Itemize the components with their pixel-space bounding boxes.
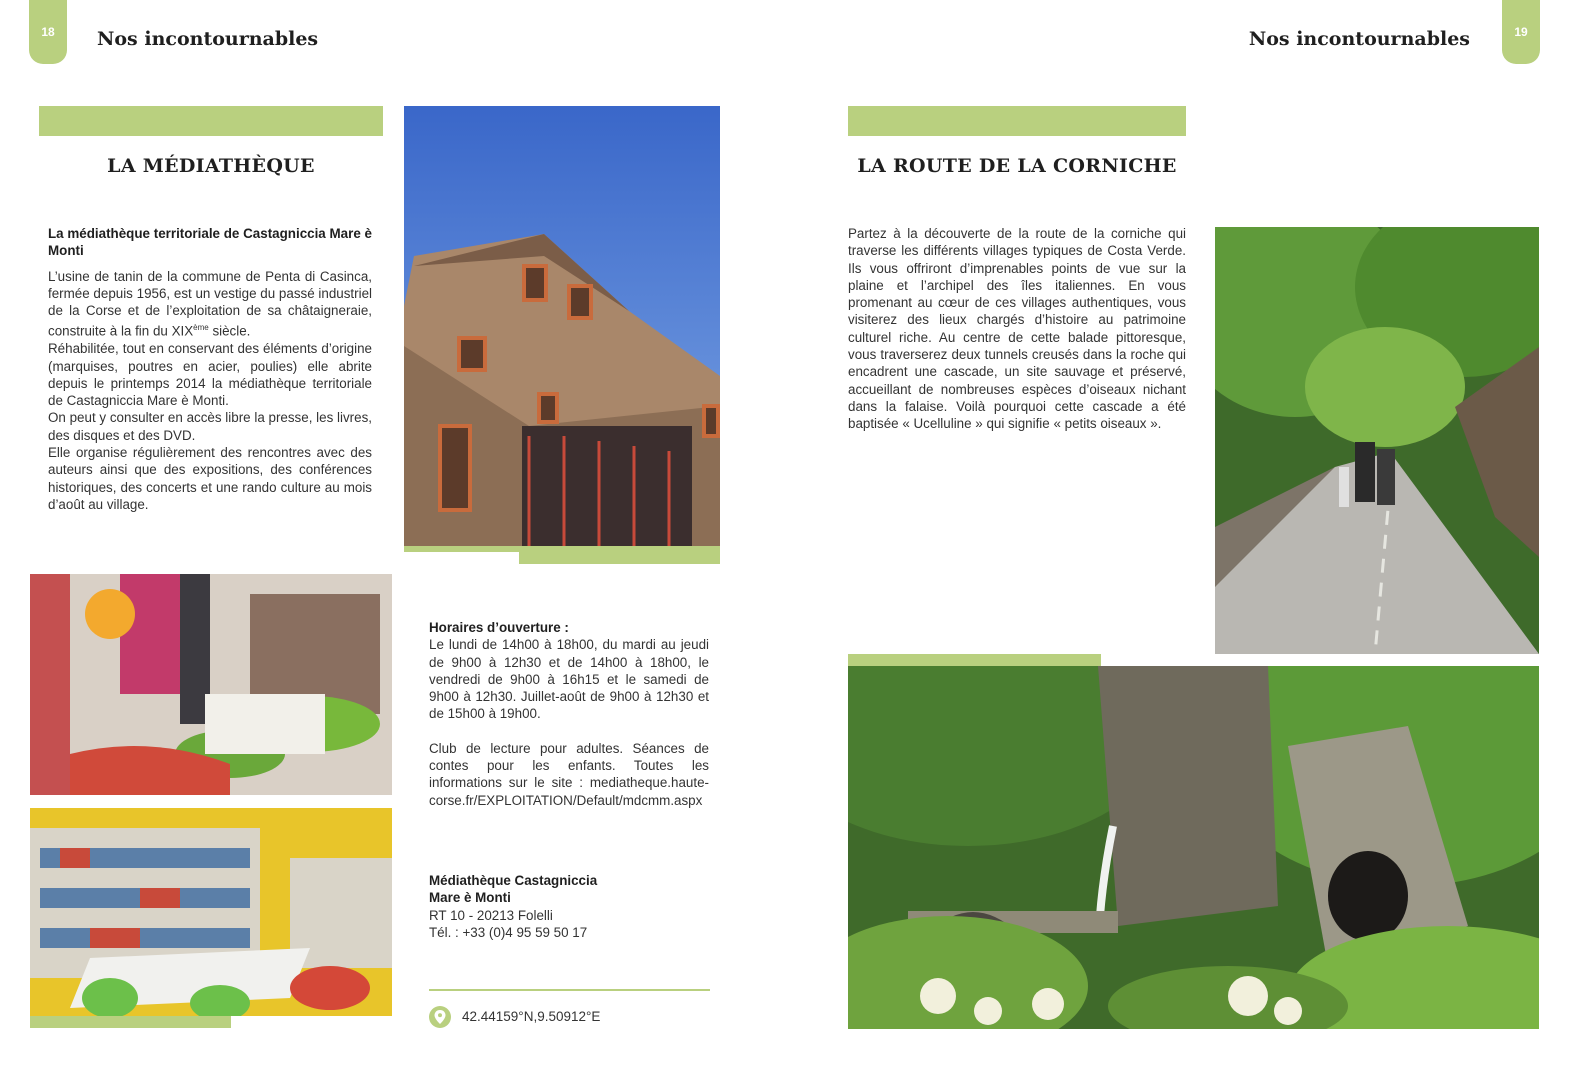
- opening-hours-text: Le lundi de 14h00 à 18h00, du mardi au jeudi de 9h00 à 12h30 et de 14h00 à 18h00, le vendredi de 9h00 à 16h15 et le samedi de 9h00 à 12h30. Juillet-août de 9h00 à 12h30 et de 15h00 à 19h00.: [429, 637, 709, 722]
- photo-accent-bar-building: [519, 552, 720, 564]
- running-head-left: Nos incontournables: [97, 28, 319, 50]
- mediatheque-building-photo: [404, 106, 720, 552]
- address-block: [429, 872, 709, 941]
- address-street: RT 10 - 20213 Folelli: [429, 907, 553, 923]
- gps-coordinates: 42.44159°N,9.50912°E: [462, 1009, 601, 1024]
- mediatheque-intro: La médiathèque territoriale de Castagniccia Mare è Monti: [48, 226, 372, 259]
- section-title-corniche: LA ROUTE DE LA CORNICHE: [857, 155, 1177, 177]
- address-phone: Tél. : +33 (0)4 95 59 50 17: [429, 924, 588, 940]
- address-name-line-2: Mare è Monti: [429, 890, 511, 906]
- mediatheque-paragraph-3: On peut y consulter en accès libre la presse, les livres, des disques et des DVD.: [48, 410, 372, 443]
- page-number-left: 18: [41, 25, 55, 39]
- page-number-tab-left: [29, 0, 67, 64]
- page-number-tab-right: [1502, 0, 1540, 64]
- address-name-line-1: Médiathèque Castagniccia: [429, 873, 598, 888]
- corniche-path-photo: [1215, 227, 1539, 654]
- corniche-paragraph: Partez à la découverte de la route de la corniche qui traverse les différents villages typiques de Costa Verde. Ils vous offriront d’imprenables points de vue sur la plaine et l’archipel des îles italiennes. En vous promenant au cœur de ces villages authentiques, vous visiterez des lieux chargés d’histoire au patrimoine culturel riche. Au centre de cette balade pittoresque, vous traverserez deux tunnels creusés dans la roche qui encadrent une cascade, un site sauvage et préservé, accueillant de nombreuses espèces d’oiseaux nichant dans la falaise. Voilà pourquoi cette cascade a été baptisée « Ucelluline » qui signifie « petits oiseaux ».: [848, 226, 1186, 432]
- corniche-waterfall-photo: [848, 666, 1539, 1029]
- photo-accent-bar-interior: [30, 1016, 231, 1028]
- page-number-right: 19: [1514, 25, 1528, 39]
- mediatheque-paragraph-4: Elle organise régulièrement des rencontres avec des auteurs ainsi que des expositions, des conférences historiques, des concerts et une rando culture au mois d’août au village.: [48, 445, 372, 512]
- mediatheque-interior-photo-2: [30, 808, 392, 1016]
- photo-accent-bar-waterfall: [848, 654, 1101, 666]
- opening-hours-block: [429, 619, 709, 809]
- mediatheque-paragraph-2: Réhabilitée, tout en conservant des éléments d’origine (marquises, poutres en acier, poulies) elle abrite depuis le printemps 2014 la médiathèque territoriale de Castagniccia Mare è Monti.: [48, 341, 372, 409]
- mediatheque-interior-photo-1: [30, 574, 392, 795]
- mediatheque-body: [48, 225, 372, 513]
- location-pin-icon: [429, 1006, 451, 1028]
- running-head-right: Nos incontournables: [1248, 28, 1470, 50]
- club-info-text: Club de lecture pour adultes. Séances de contes pour les enfants. Toutes les informations sur le site : mediatheque.haute-corse.fr/EXPLOITATION/Default/mdcmm.aspx: [429, 740, 709, 808]
- section-title-mediatheque: LA MÉDIATHÈQUE: [107, 155, 315, 177]
- opening-hours-heading: Horaires d’ouverture :: [429, 620, 569, 635]
- title-accent-bar-right: [848, 106, 1186, 136]
- corniche-body: [848, 225, 1186, 433]
- mediatheque-paragraph-1: L’usine de tanin de la commune de Penta di Casinca, fermée depuis 1956, est un vestige du passé industriel de la Corse et de l’exploitation de sa châtaigneraie, construite à la fin du XIXème siècle.: [48, 268, 372, 339]
- coordinates-divider: [429, 989, 710, 991]
- title-accent-bar-left: [39, 106, 383, 136]
